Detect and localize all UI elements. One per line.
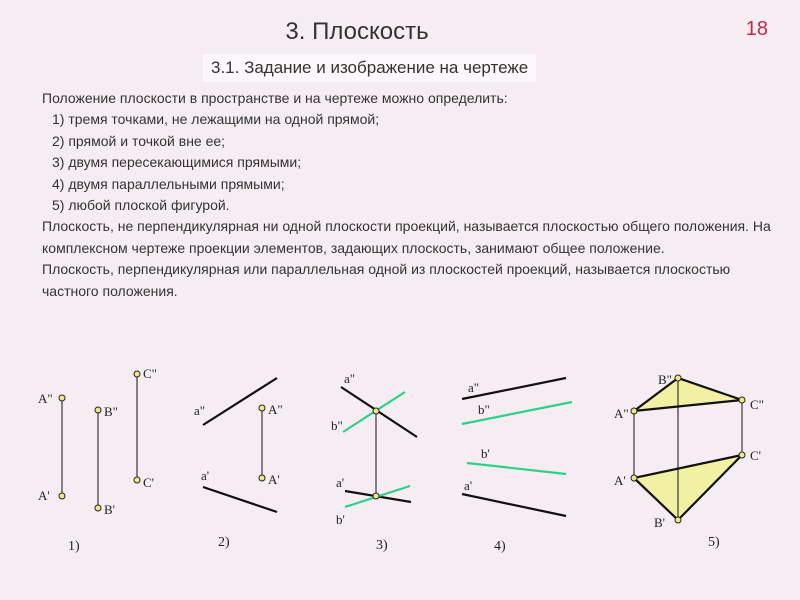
label-A2: A"	[614, 406, 629, 421]
line-a1	[203, 487, 277, 512]
label-a1: a'	[464, 478, 473, 493]
label-A2: A"	[38, 391, 53, 406]
point-B1	[95, 505, 101, 511]
list-item: 1) тремя точками, не лежащими на одной прямой;	[52, 111, 380, 128]
figure-4-label: 4)	[494, 539, 506, 554]
label-a2: a"	[194, 403, 206, 418]
label-A2: A"	[268, 402, 283, 417]
line-b1	[467, 463, 566, 474]
list-item: 2) прямой и точкой вне ее;	[52, 132, 226, 149]
label-a2: a"	[468, 380, 480, 395]
label-A1: A'	[38, 488, 50, 503]
label-a2: a"	[344, 371, 356, 386]
point-A2	[59, 395, 65, 401]
slide-title: 3. Плоскость	[285, 18, 429, 45]
triangle-top	[634, 378, 742, 411]
intro-text: Положение плоскости в пространстве и на чертеже можно определить:	[42, 90, 508, 106]
figure-2	[194, 378, 283, 550]
point-C2	[134, 371, 140, 377]
figure-2-label: 2)	[218, 535, 230, 550]
label-a1: a'	[201, 468, 210, 483]
point-A2	[259, 405, 265, 411]
point-C1	[739, 452, 745, 458]
figure-4	[462, 378, 572, 554]
triangle-bottom	[634, 455, 742, 520]
list-item: 3) двумя пересекающимися прямыми;	[52, 154, 302, 171]
point-B2	[95, 407, 101, 413]
label-C1: C'	[143, 475, 155, 490]
label-C1: C'	[750, 448, 762, 463]
label-b2: b"	[478, 402, 490, 417]
figure-5	[614, 372, 764, 550]
point-A1	[259, 475, 265, 481]
label-a1: a'	[336, 475, 345, 490]
label-B2: B"	[104, 404, 118, 419]
point-C2	[739, 397, 745, 403]
label-B1: B'	[104, 502, 116, 517]
intersection-2	[373, 408, 379, 414]
section-subtitle: 3.1. Задание и изображение на чертеже	[203, 54, 536, 82]
label-A1: A'	[614, 473, 626, 488]
point-C1	[134, 477, 140, 483]
figure-3	[331, 371, 417, 553]
particular-position-paragraph: Плоскость, перпендикулярная или параллельная одной из плоскостей проекций, называется плоскостью частного положения.	[42, 261, 731, 299]
point-B2	[675, 375, 681, 381]
figure-5-label: 5)	[708, 535, 720, 550]
body-text	[42, 88, 782, 302]
label-b2: b"	[331, 418, 343, 433]
point-A1	[631, 475, 637, 481]
figure-3-label: 3)	[376, 538, 388, 553]
label-C2: C"	[750, 397, 764, 412]
general-position-paragraph: Плоскость, не перпендикулярная ни одной плоскости проекций, называется плоскостью общего положения. На комплексном чертеже проекции элементов, задающих плоскость, занимают общее положение.	[42, 218, 771, 256]
label-b1: b'	[336, 512, 345, 527]
label-A1: A'	[268, 472, 280, 487]
page-number: 18	[745, 18, 768, 40]
line-a2	[203, 378, 277, 425]
figure-1-label: 1)	[68, 539, 80, 554]
list-item: 4) двумя параллельными прямыми;	[52, 175, 285, 192]
point-B1	[675, 517, 681, 523]
intersection-1	[373, 493, 379, 499]
line-a1	[462, 494, 566, 516]
label-C2: C"	[143, 366, 157, 381]
label-B1: B'	[654, 515, 666, 530]
figures-area	[0, 350, 800, 600]
point-A2	[631, 408, 637, 414]
figure-1	[38, 366, 157, 554]
list-item: 5) любой плоской фигурой.	[52, 197, 230, 214]
label-b1: b'	[481, 446, 490, 461]
point-A1	[59, 493, 65, 499]
label-B2: B"	[658, 372, 672, 387]
